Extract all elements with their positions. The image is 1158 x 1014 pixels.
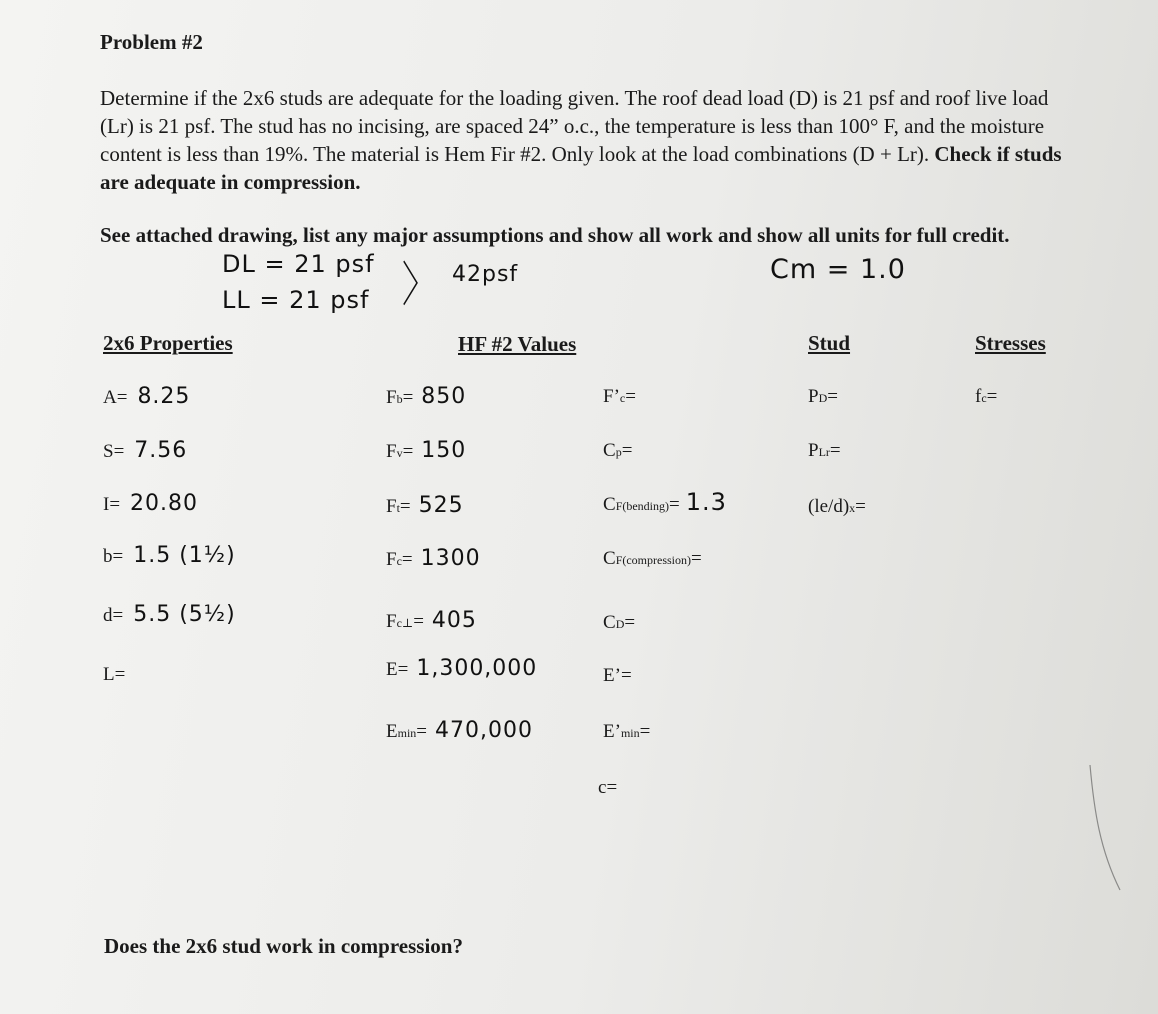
instructions: See attached drawing, list any major assumptions and show all work and show all units for full credit.: [100, 223, 1010, 247]
hf-value-6-equals: =: [416, 721, 427, 742]
stud-1-label: P: [808, 440, 819, 461]
hf-value-6-value: 470,000: [435, 718, 533, 743]
stress-0-subscript: c: [981, 391, 987, 405]
hf-value-0-value: 850: [421, 384, 467, 409]
hf-value-4-value: 405: [431, 608, 477, 633]
property-1-row: [103, 438, 187, 463]
property-1-label: S=: [103, 441, 125, 462]
hf-value-5-row: [386, 656, 537, 681]
property-5-row: [103, 664, 125, 686]
stud-1-subscript: Lr: [818, 445, 830, 459]
hf-value-1-equals: =: [402, 441, 414, 462]
problem-text: Determine if the 2x6 studs are adequate for the loading given. The roof dead load (D) is 21 psf and roof live load (Lr) is 21 psf. The stud has no incising, are spaced 24” o.c., the temperature is less than 100° F, and the moisture content is less than 19%. The material is Hem Fir #2. Only look at the load combinations (D + Lr).: [100, 86, 1049, 166]
stud-1-equals: =: [829, 440, 841, 461]
adjusted-6-row: [603, 721, 650, 743]
property-3-label: b=: [103, 546, 124, 567]
adjusted-3-row: [603, 548, 702, 570]
adjusted-5-equals: =: [620, 665, 632, 686]
adjusted-1-row: [603, 440, 632, 462]
adjusted-6-subscript: min: [620, 726, 640, 740]
header-stud: Stud: [808, 331, 851, 355]
header-properties: 2x6 Properties: [103, 331, 233, 355]
hf-value-2-value: 525: [418, 493, 464, 518]
hf-value-6-row: [386, 718, 533, 743]
hf-value-4-subscript: c⊥: [396, 616, 414, 630]
hf-value-0-subscript: b: [396, 392, 403, 406]
hf-value-2-label: F: [386, 496, 397, 517]
adjusted-4-label: C: [603, 612, 616, 633]
handwritten-brace: 〉: [402, 257, 437, 314]
hf-value-3-label: F: [386, 549, 397, 570]
property-0-row: [103, 384, 190, 409]
stud-0-label: P: [808, 386, 819, 407]
compression-question: Does the 2x6 stud work in compression?: [104, 934, 463, 958]
problem-emphasis: Check if studs are adequate in compression.: [100, 142, 1062, 194]
property-4-label: d=: [103, 605, 124, 626]
hf-value-3-value: 1300: [420, 546, 481, 571]
property-2-label: I=: [103, 494, 121, 515]
property-4-row: [103, 602, 236, 627]
adjusted-6-equals: =: [639, 721, 651, 742]
adjusted-2-equals: =: [669, 494, 680, 515]
stud-2-label: (le/d): [808, 496, 850, 517]
hf-value-3-row: [386, 546, 481, 571]
adjusted-7-label: c: [598, 777, 607, 798]
property-2-value: 20.80: [130, 491, 199, 516]
adjusted-2-label: C: [603, 494, 616, 515]
stud-0-subscript: D: [818, 391, 828, 405]
adjusted-1-equals: =: [621, 440, 633, 461]
hf-value-3-equals: =: [401, 549, 413, 570]
property-0-value: 8.25: [137, 384, 191, 409]
adjusted-5-label: E’: [603, 665, 621, 686]
hf-value-1-subscript: v: [396, 446, 403, 460]
hf-value-2-row: [386, 493, 464, 518]
hf-value-4-equals: =: [413, 611, 424, 632]
stud-0-row: [808, 386, 838, 408]
stud-2-subscript: x: [849, 501, 856, 515]
adjusted-2-row: [603, 488, 727, 516]
adjusted-2-subscript: F(bending): [615, 499, 670, 513]
hf-value-0-equals: =: [402, 387, 414, 408]
hf-value-2-subscript: t: [396, 501, 400, 515]
adjusted-6-label: E’: [603, 721, 621, 742]
property-1-value: 7.56: [134, 438, 188, 463]
hf-value-3-subscript: c: [396, 554, 402, 568]
adjusted-3-equals: =: [691, 548, 702, 569]
problem-title: Problem #2: [100, 30, 203, 54]
property-0-label: A=: [103, 387, 128, 408]
hf-value-5-equals: =: [397, 659, 409, 680]
hf-value-1-label: F: [386, 441, 397, 462]
adjusted-5-row: [603, 665, 632, 687]
header-hf-values: HF #2 Values: [458, 332, 577, 356]
header-stresses: Stresses: [975, 331, 1046, 355]
handwritten-total-load: 42psf: [452, 262, 519, 287]
adjusted-0-subscript: c: [619, 391, 626, 405]
adjusted-7-row: [598, 777, 617, 799]
property-2-row: [103, 491, 198, 516]
hf-value-2-equals: =: [399, 496, 411, 517]
hf-value-4-row: [386, 608, 477, 633]
stud-0-equals: =: [827, 386, 838, 407]
hf-value-4-label: F: [386, 611, 397, 632]
adjusted-1-label: C: [603, 440, 616, 461]
hf-value-6-subscript: min: [397, 726, 417, 740]
handwritten-dead-load: DL = 21 psf: [222, 250, 375, 278]
stud-2-row: [808, 496, 866, 518]
hf-value-5-label: E: [386, 659, 398, 680]
adjusted-7-equals: =: [606, 777, 618, 798]
stud-2-equals: =: [855, 496, 866, 517]
adjusted-0-row: [603, 386, 636, 408]
handwritten-live-load: LL = 21 psf: [222, 286, 370, 314]
adjusted-4-equals: =: [624, 612, 636, 633]
problem-statement: [100, 84, 1075, 196]
stress-0-equals: =: [986, 386, 998, 407]
property-3-row: [103, 543, 236, 568]
pen-stroke: [1080, 760, 1130, 900]
adjusted-3-subscript: F(compression): [615, 553, 692, 567]
adjusted-0-label: F’: [603, 386, 620, 407]
adjusted-3-label: C: [603, 548, 616, 569]
property-5-label: L=: [103, 664, 126, 685]
property-3-value: 1.5 (1½): [133, 543, 236, 568]
stress-0-row: [975, 386, 997, 408]
hf-value-0-row: [386, 384, 466, 409]
hf-value-5-value: 1,300,000: [416, 656, 538, 681]
adjusted-4-row: [603, 612, 635, 634]
adjusted-1-subscript: p: [615, 445, 622, 459]
adjusted-2-value: 1.3: [685, 488, 727, 516]
adjusted-0-equals: =: [625, 386, 636, 407]
property-4-value: 5.5 (5½): [133, 602, 236, 627]
hf-value-6-label: E: [386, 721, 398, 742]
hf-value-1-value: 150: [421, 438, 467, 463]
stud-1-row: [808, 440, 841, 462]
handwritten-cm: Cm = 1.0: [770, 254, 906, 285]
stress-0-label: f: [975, 386, 982, 407]
hf-value-1-row: [386, 438, 466, 463]
adjusted-4-subscript: D: [615, 617, 625, 631]
hf-value-0-label: F: [386, 387, 397, 408]
